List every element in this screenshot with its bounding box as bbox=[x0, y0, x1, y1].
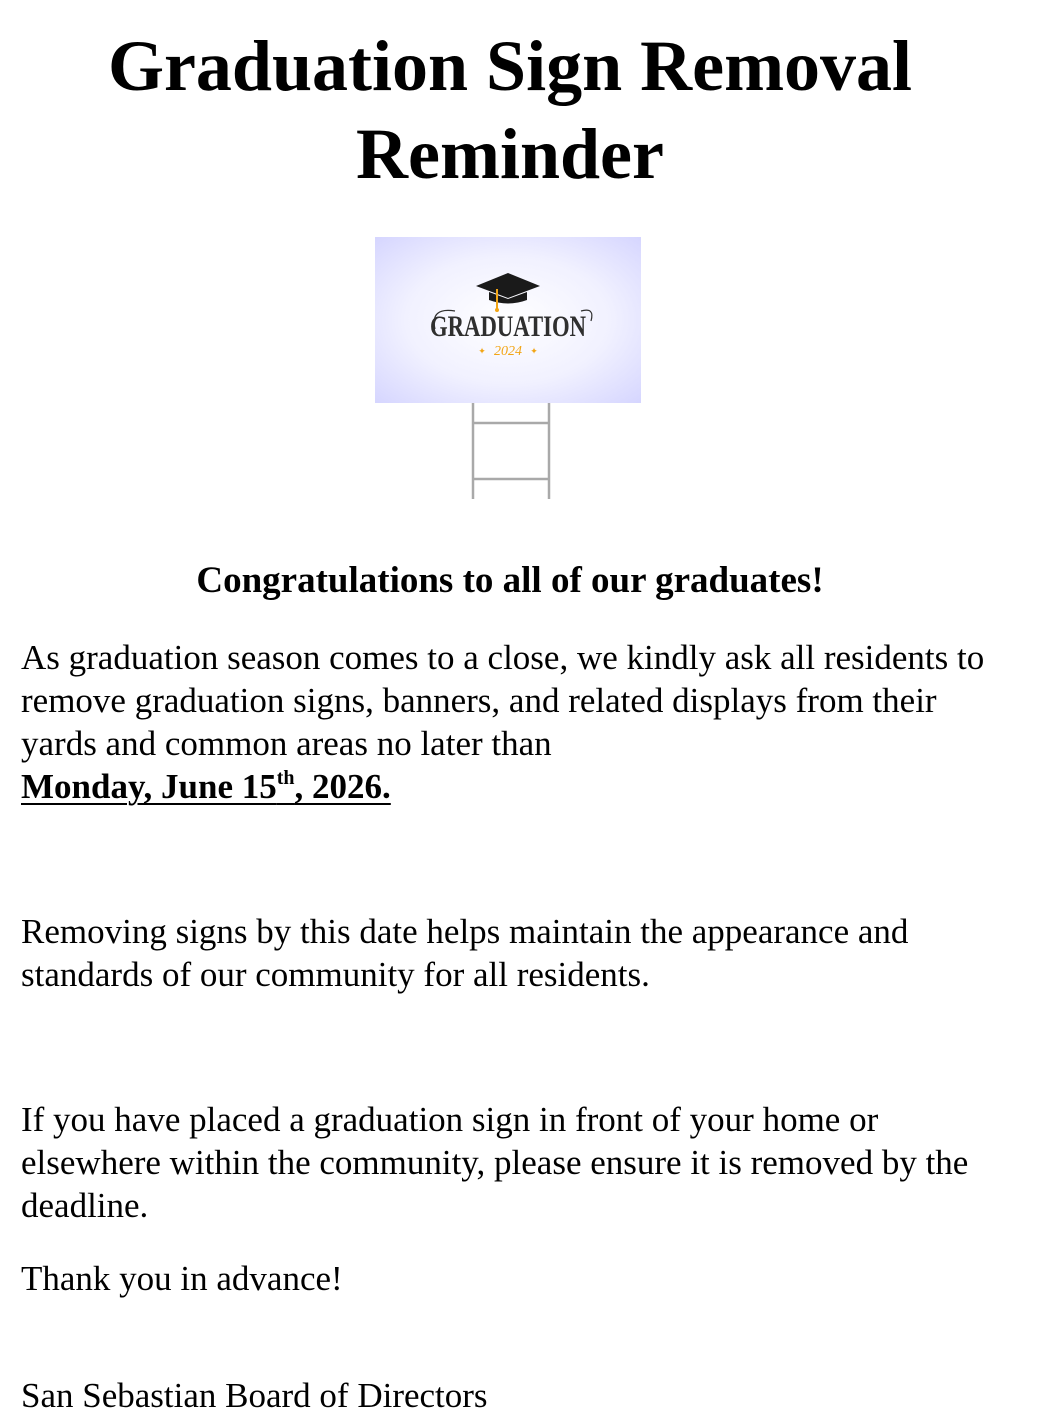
star-right-icon: ✦ bbox=[530, 347, 538, 357]
removal-request-paragraph bbox=[21, 636, 1021, 808]
star-left-icon: ✦ bbox=[478, 347, 486, 357]
closing-line: Thank you in advance! bbox=[21, 1259, 343, 1298]
sign-year: 2024 bbox=[494, 344, 522, 359]
page-title bbox=[0, 22, 1020, 198]
congratulations-heading: Congratulations to all of our graduates! bbox=[196, 560, 824, 601]
sign-stake bbox=[473, 403, 549, 499]
placement-paragraph: If you have placed a graduation sign in front of your home or elsewhere within the community, please ensure it is removed by the deadline. bbox=[21, 1100, 969, 1225]
signature: San Sebastian Board of Directors bbox=[21, 1376, 488, 1415]
removal-request-text: As graduation season comes to a close, we kindly ask all residents to remove graduation signs, banners, and related displays from their yards and common areas no later than bbox=[21, 638, 985, 763]
deadline-date-suffix: , 2026. bbox=[294, 767, 391, 806]
title-line-2: Reminder bbox=[356, 114, 664, 194]
title-line-1: Graduation Sign Removal bbox=[107, 26, 913, 106]
deadline-date-ordinal: th bbox=[276, 767, 295, 789]
deadline-date bbox=[21, 767, 391, 806]
sign-word: GRADUATION bbox=[430, 310, 587, 343]
graduation-yard-sign-image bbox=[375, 237, 641, 502]
appearance-paragraph: Removing signs by this date helps maintain the appearance and standards of our community for all residents. bbox=[21, 912, 909, 994]
deadline-date-prefix: Monday, June 15 bbox=[21, 767, 277, 806]
